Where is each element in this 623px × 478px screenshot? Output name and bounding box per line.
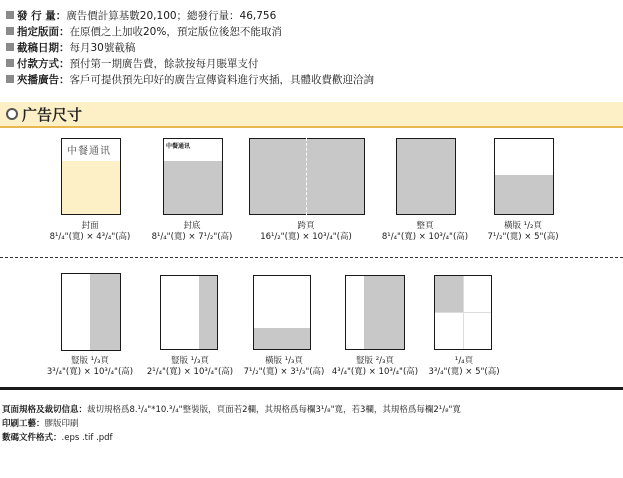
size-caption: 整頁 8¹/₄"(寬) × 10³/₄"(高) xyxy=(381,221,469,242)
back-masthead: 中餐通讯 xyxy=(166,143,191,150)
row-separator xyxy=(0,257,623,258)
thumb-half-horizontal xyxy=(494,138,554,215)
ad-area xyxy=(90,274,120,350)
info-designated-page: 指定版面：在原價之上加收20%，預定版位後恕不能取消 xyxy=(6,24,282,40)
info-inserts: 夾播廣告：客戶可提供預先印好的廣告宣傳資料進行夾插，具體收費歡迎洽詢 xyxy=(6,72,374,88)
info-circulation: 發 行 量：廣告價計算基數20,100；總發行量：46,756 xyxy=(6,8,276,24)
ad-area xyxy=(62,161,120,214)
ad-area xyxy=(199,276,217,349)
size-caption: ¹/₄頁 3³/₄"(寬) × 5"(高) xyxy=(428,356,500,377)
cover-masthead: 中餐通讯 xyxy=(67,146,111,157)
ad-area xyxy=(397,139,455,214)
ad-area xyxy=(164,161,222,214)
footer-printing: 印刷工藝：膠版印刷 xyxy=(2,419,79,429)
footer-file-format: 數碼文件格式：.eps .tif .pdf xyxy=(2,433,113,443)
footer-divider xyxy=(0,387,623,390)
thumb-third-vertical-narrow xyxy=(160,275,218,350)
bullet-square-icon xyxy=(6,43,14,51)
size-caption: 豎版 ²/₃頁 4³/₄"(寬) × 10³/₄"(高) xyxy=(331,356,419,377)
ad-area xyxy=(435,276,463,312)
size-caption: 跨頁 16¹/₂"(寬) × 10³/₄"(高) xyxy=(260,221,352,242)
ad-area xyxy=(364,276,404,349)
info-deadline: 截稿日期：每月30號截稿 xyxy=(6,40,135,56)
bullet-square-icon xyxy=(6,27,14,35)
spread-fold-line xyxy=(306,138,307,215)
section-title: 广告尺寸 xyxy=(22,106,83,124)
size-caption: 豎版 ¹/₃頁 3³/₄"(寬) × 10³/₄"(高) xyxy=(46,356,134,377)
size-caption: 豎版 ¹/₃頁 2¹/₄"(寬) × 10³/₄"(高) xyxy=(146,356,234,377)
thumb-third-vertical-wide xyxy=(61,273,121,351)
thumb-two-thirds-vertical xyxy=(345,275,405,350)
thumb-quarter-page xyxy=(434,275,492,350)
ad-area xyxy=(254,328,310,349)
thumb-spread xyxy=(249,138,365,215)
grid-line xyxy=(435,312,491,313)
circle-bullet-icon xyxy=(6,108,18,120)
size-caption: 橫版 ¹/₃頁 7¹/₂"(寬) × 3¹/₃"(高) xyxy=(243,356,325,377)
thumb-full-page xyxy=(396,138,456,215)
bullet-square-icon xyxy=(6,75,14,83)
thumb-third-horizontal xyxy=(253,275,311,350)
bullet-square-icon xyxy=(6,59,14,67)
size-caption: 橫版 ¹/₂頁 7¹/₂"(寬) × 5"(高) xyxy=(487,221,559,242)
ad-area xyxy=(250,139,364,214)
section-header xyxy=(0,102,623,126)
section-divider xyxy=(0,126,623,128)
bullet-square-icon xyxy=(6,11,14,19)
size-caption: 封面 8¹/₄"(寬) × 4³/₄"(高) xyxy=(49,221,131,242)
ad-area xyxy=(495,175,553,214)
size-caption: 封底 8¹/₄"(寬) × 7¹/₂"(高) xyxy=(151,221,233,242)
footer-trim-spec: 頁面規格及裁切信息：裁切規格爲8.¹/₄"*10.³/₄"整裝版，頁面若2欄，其規格爲每欄3¹/₈"寬，若3欄，其規格爲每欄2¹/₈"寬 xyxy=(2,405,461,415)
info-payment: 付款方式：預付第一期廣告費，餘款按每月賬單支付 xyxy=(6,56,259,72)
